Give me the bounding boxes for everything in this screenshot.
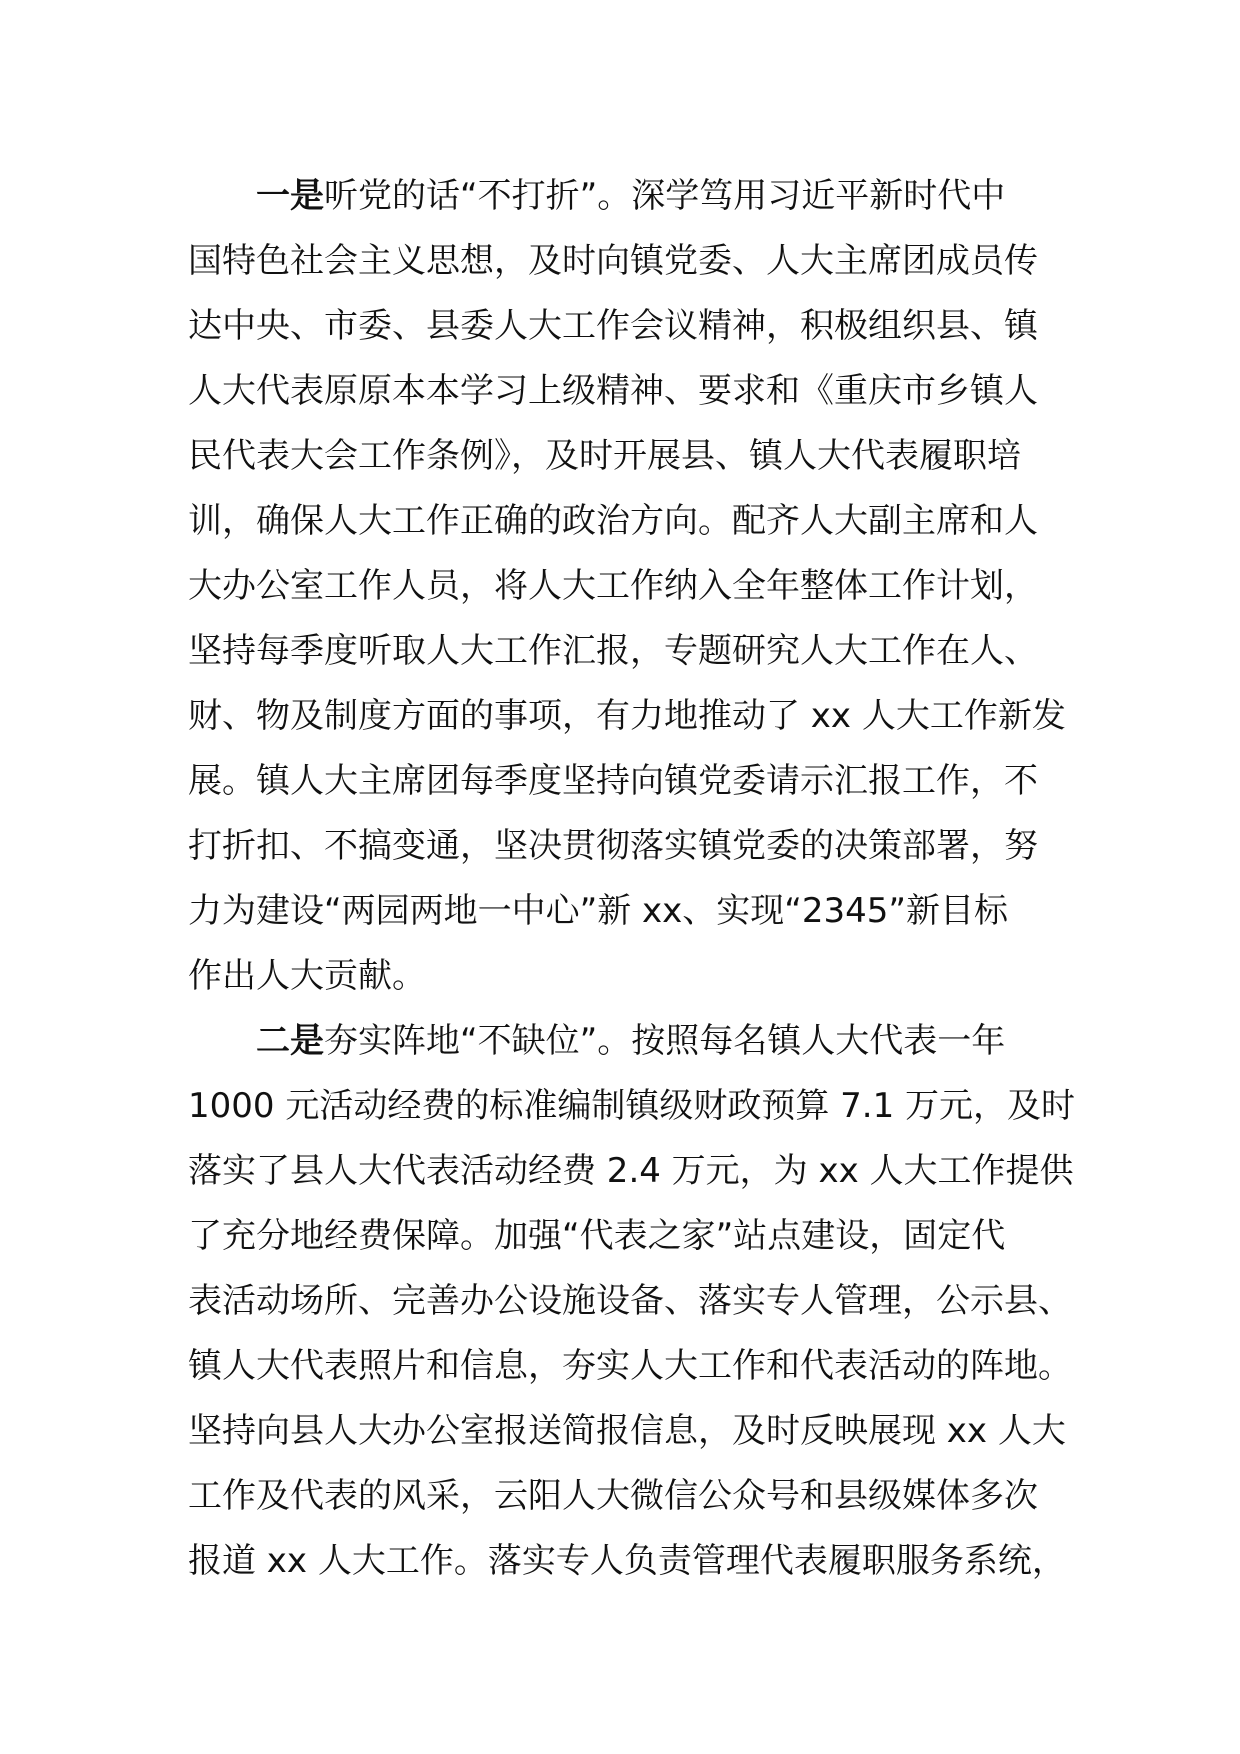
paragraph-line: 作出人大贡献。	[188, 956, 426, 996]
paragraph-line: 1000 元活动经费的标准编制镇级财政预算 7.1 万元，及时	[188, 1086, 1076, 1126]
paragraph-line: 人大代表原原本本学习上级精神、要求和《重庆市乡镇人	[188, 371, 1038, 411]
paragraph-line: 力为建设“两园两地一中心”新 xx、实现“2345”新目标	[188, 891, 1009, 931]
document-body	[188, 164, 1076, 1594]
paragraph-line: 坚持向县人大办公室报送简报信息，及时反映展现 xx 人大	[188, 1411, 1066, 1451]
paragraph-line: 民代表大会工作条例》，及时开展县、镇人大代表履职培	[188, 436, 1021, 476]
paragraph-line: 二是夯实阵地“不缺位”。按照每名镇人大代表一年	[256, 1021, 1006, 1061]
paragraph-line: 了充分地经费保障。加强“代表之家”站点建设，固定代	[188, 1216, 1006, 1256]
paragraph-line: 财、物及制度方面的事项，有力地推动了 xx 人大工作新发	[188, 696, 1066, 736]
paragraph-line: 工作及代表的风采，云阳人大微信公众号和县级媒体多次	[188, 1476, 1038, 1516]
paragraph-lead: 二是	[256, 1021, 324, 1061]
paragraph-line: 镇人大代表照片和信息，夯实人大工作和代表活动的阵地。	[188, 1346, 1072, 1386]
paragraph-line: 一是听党的话“不打折”。深学笃用习近平新时代中	[256, 176, 1006, 216]
paragraph-line: 打折扣、不搞变通，坚决贯彻落实镇党委的决策部署，努	[188, 826, 1038, 866]
paragraph-line: 坚持每季度听取人大工作汇报，专题研究人大工作在人、	[188, 631, 1038, 671]
paragraph-line: 落实了县人大代表活动经费 2.4 万元，为 xx 人大工作提供	[188, 1151, 1074, 1191]
paragraph-1	[188, 164, 1068, 1009]
paragraph-line: 展。镇人大主席团每季度坚持向镇党委请示汇报工作，不	[188, 761, 1038, 801]
paragraph-line: 报道 xx 人大工作。落实专人负责管理代表履职服务系统，	[188, 1541, 1066, 1581]
paragraph-line: 国特色社会主义思想，及时向镇党委、人大主席团成员传	[188, 241, 1038, 281]
paragraph-line: 大办公室工作人员，将人大工作纳入全年整体工作计划，	[188, 566, 1038, 606]
paragraph-line: 表活动场所、完善办公设施设备、落实专人管理，公示县、	[188, 1281, 1072, 1321]
paragraph-line: 达中央、市委、县委人大工作会议精神，积极组织县、镇	[188, 306, 1038, 346]
paragraph-line: 训，确保人大工作正确的政治方向。配齐人大副主席和人	[188, 501, 1038, 541]
paragraph-2	[188, 1009, 1076, 1594]
paragraph-lead: 一是	[256, 176, 324, 216]
